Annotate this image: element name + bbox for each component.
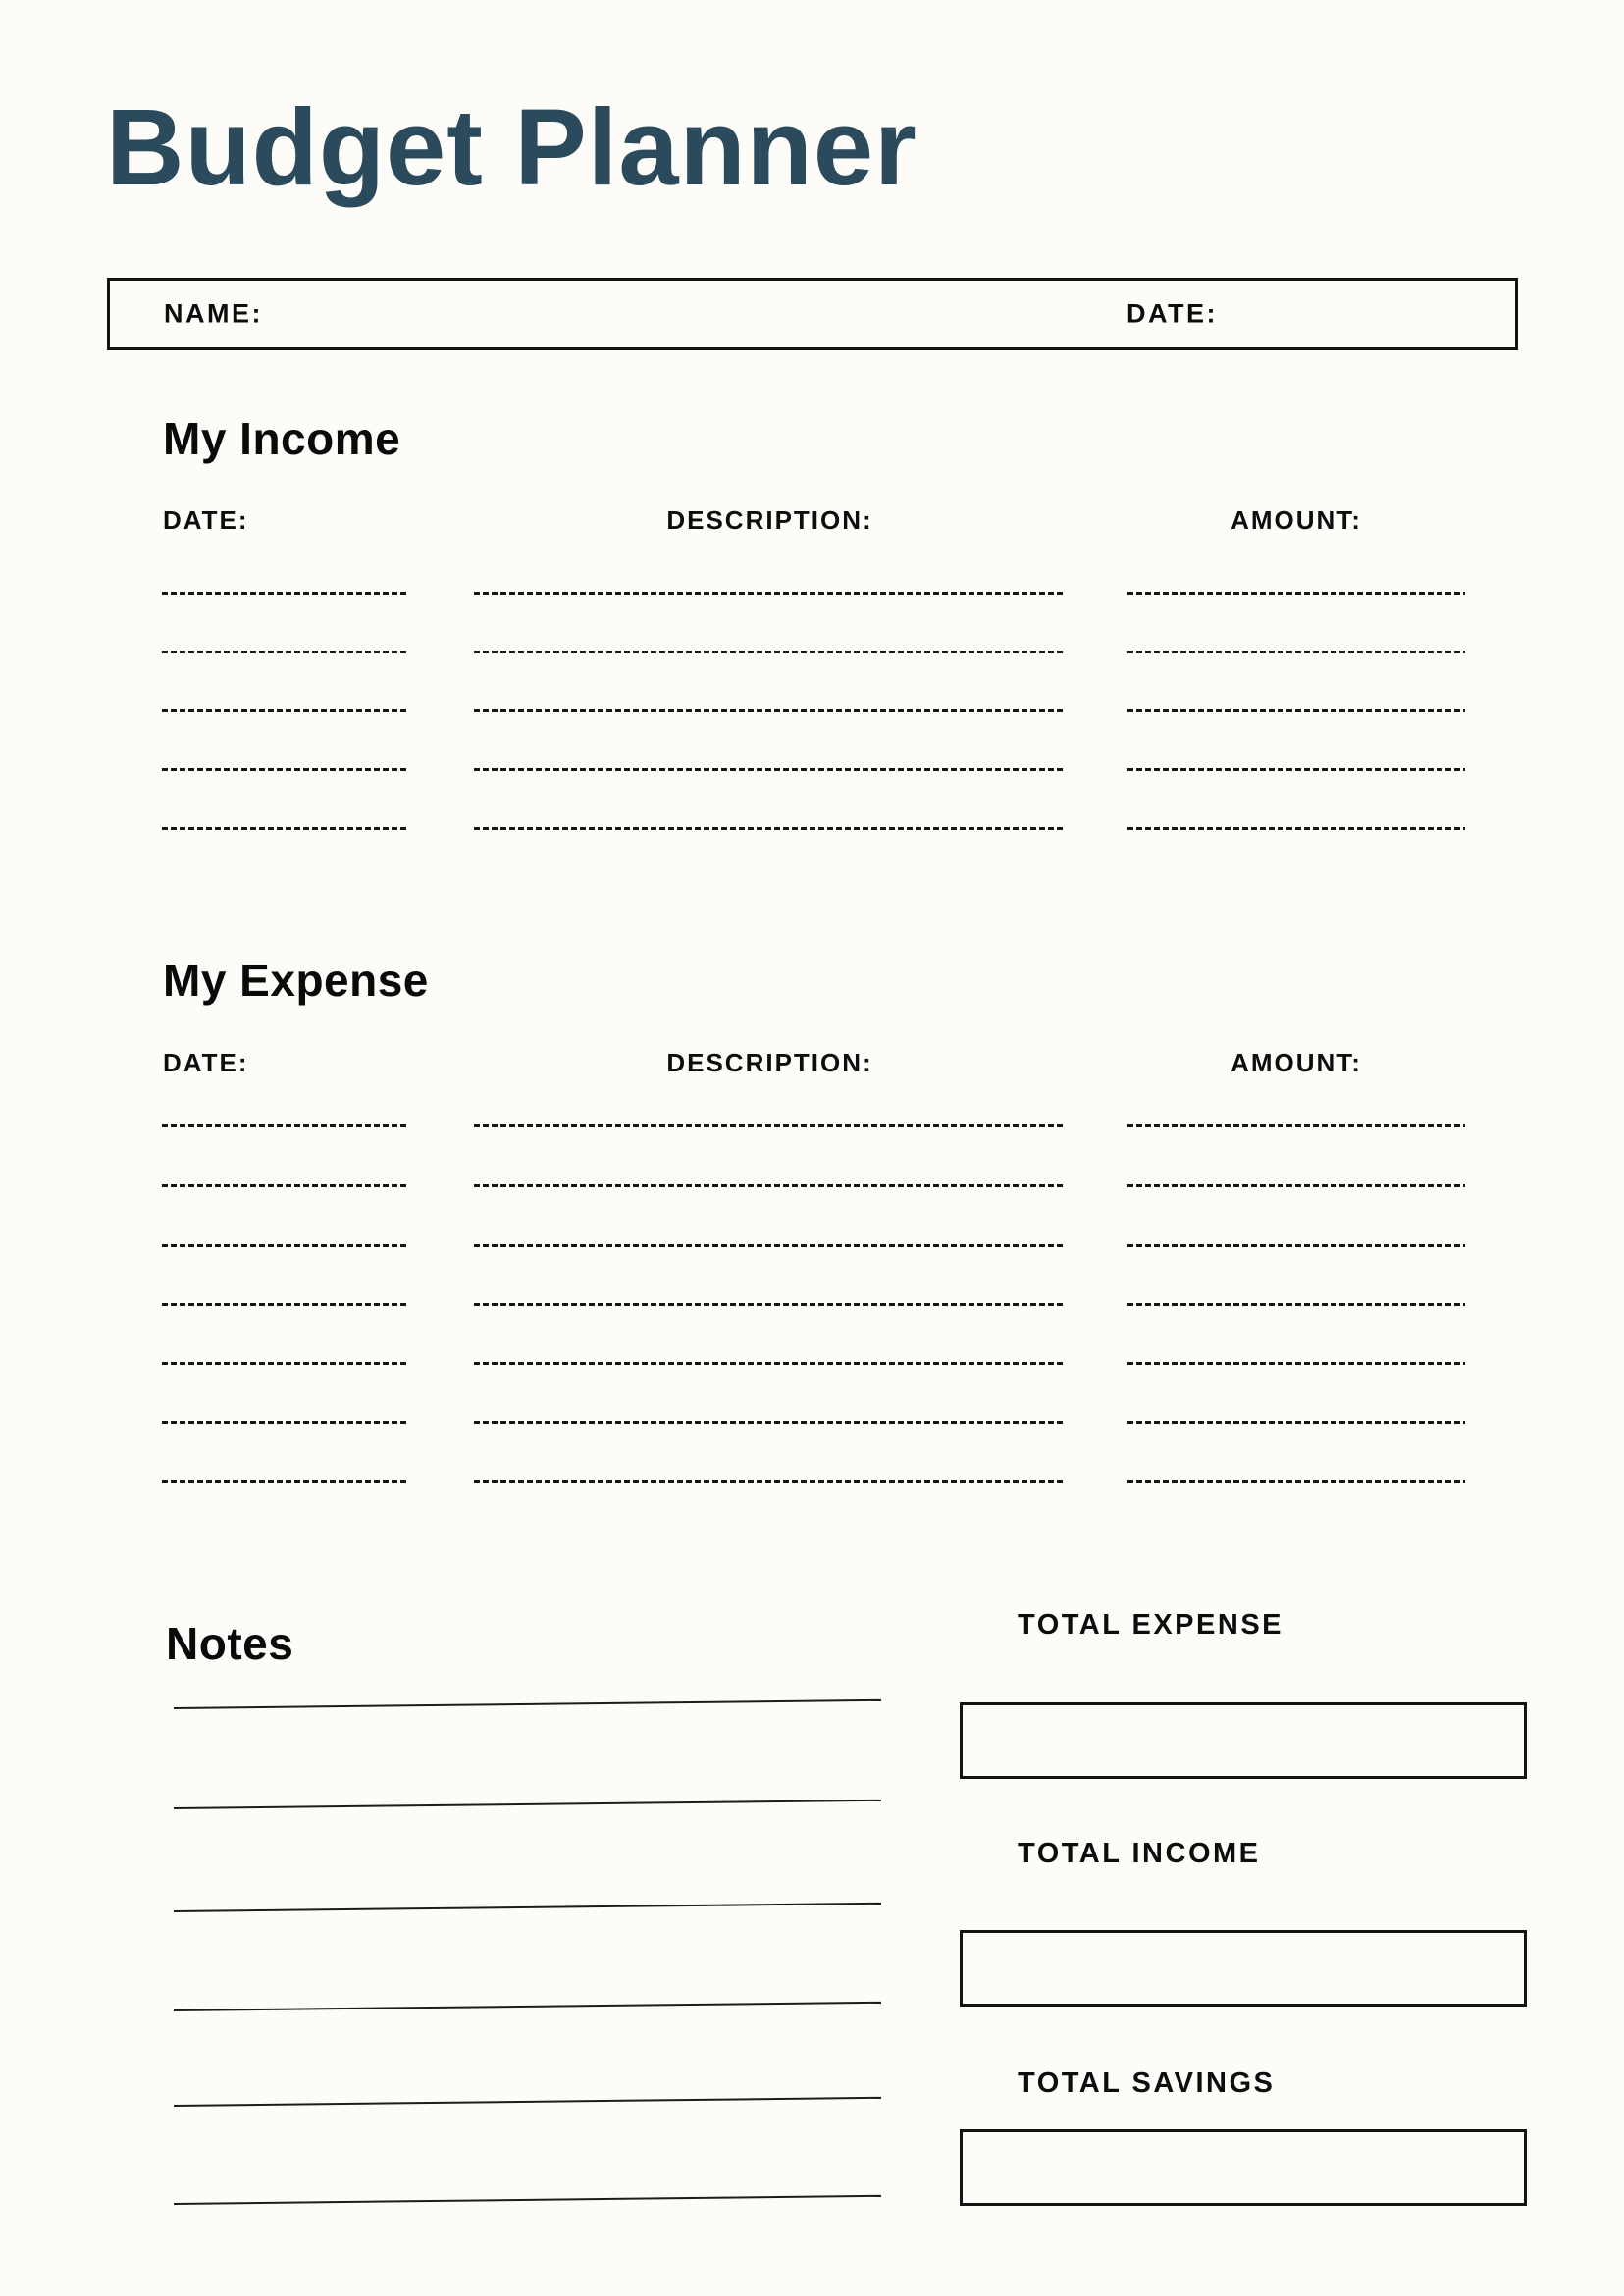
total-income-value-box[interactable] [960, 1930, 1527, 2007]
notes-line-3[interactable] [174, 1903, 881, 1912]
income-row-1-amount-line[interactable] [1127, 592, 1465, 595]
notes-line-1[interactable] [174, 1699, 881, 1709]
expense-amount-column-header: AMOUNT: [1231, 1048, 1362, 1077]
expense-row-2-amount-line[interactable] [1127, 1184, 1465, 1187]
expense-row-1-description-line[interactable] [474, 1124, 1066, 1127]
income-row-5-description-line[interactable] [474, 827, 1066, 830]
expense-row-1-date-line[interactable] [162, 1124, 407, 1127]
income-date-column-header: DATE: [163, 505, 249, 535]
expense-row-3-description-line[interactable] [474, 1244, 1066, 1247]
income-row-1-date-line[interactable] [162, 592, 407, 595]
name-date-box [107, 278, 1518, 350]
expense-date-column-header: DATE: [163, 1048, 249, 1077]
total-expense-label: TOTAL EXPENSE [1018, 1609, 1283, 1641]
income-row-3-amount-line[interactable] [1127, 709, 1465, 712]
expense-row-1-amount-line[interactable] [1127, 1124, 1465, 1127]
total-savings-value-box[interactable] [960, 2129, 1527, 2206]
total-expense-value-box[interactable] [960, 1702, 1527, 1779]
name-input-area[interactable] [336, 281, 1081, 347]
total-savings-label: TOTAL SAVINGS [1018, 2067, 1276, 2099]
income-row-2-date-line[interactable] [162, 651, 407, 653]
expense-row-7-date-line[interactable] [162, 1480, 407, 1483]
notes-line-4[interactable] [174, 2002, 881, 2011]
income-heading: My Income [163, 413, 401, 464]
expense-row-2-date-line[interactable] [162, 1184, 407, 1187]
expense-row-7-amount-line[interactable] [1127, 1480, 1465, 1483]
page-title: Budget Planner [106, 87, 917, 208]
notes-line-6[interactable] [174, 2195, 881, 2205]
date-input-area[interactable] [1287, 281, 1513, 347]
name-label: NAME: [164, 298, 263, 329]
income-description-column-header: DESCRIPTION: [666, 505, 873, 535]
expense-row-4-date-line[interactable] [162, 1303, 407, 1306]
expense-row-3-amount-line[interactable] [1127, 1244, 1465, 1247]
expense-row-7-description-line[interactable] [474, 1480, 1066, 1483]
total-income-label: TOTAL INCOME [1018, 1838, 1261, 1869]
date-label: DATE: [1126, 298, 1218, 329]
income-row-1-description-line[interactable] [474, 592, 1066, 595]
notes-heading: Notes [166, 1618, 294, 1669]
expense-row-5-date-line[interactable] [162, 1362, 407, 1365]
expense-row-5-description-line[interactable] [474, 1362, 1066, 1365]
expense-row-4-amount-line[interactable] [1127, 1303, 1465, 1306]
notes-line-2[interactable] [174, 1800, 881, 1809]
income-amount-column-header: AMOUNT: [1231, 505, 1362, 535]
notes-line-5[interactable] [174, 2097, 881, 2107]
income-row-3-date-line[interactable] [162, 709, 407, 712]
expense-heading: My Expense [163, 955, 429, 1006]
expense-row-4-description-line[interactable] [474, 1303, 1066, 1306]
expense-description-column-header: DESCRIPTION: [666, 1048, 873, 1077]
expense-row-3-date-line[interactable] [162, 1244, 407, 1247]
income-row-2-amount-line[interactable] [1127, 651, 1465, 653]
income-row-4-description-line[interactable] [474, 768, 1066, 771]
income-row-2-description-line[interactable] [474, 651, 1066, 653]
expense-row-6-date-line[interactable] [162, 1421, 407, 1424]
income-row-4-amount-line[interactable] [1127, 768, 1465, 771]
expense-row-6-description-line[interactable] [474, 1421, 1066, 1424]
income-row-5-date-line[interactable] [162, 827, 407, 830]
expense-row-5-amount-line[interactable] [1127, 1362, 1465, 1365]
income-row-3-description-line[interactable] [474, 709, 1066, 712]
income-row-4-date-line[interactable] [162, 768, 407, 771]
expense-row-2-description-line[interactable] [474, 1184, 1066, 1187]
income-row-5-amount-line[interactable] [1127, 827, 1465, 830]
expense-row-6-amount-line[interactable] [1127, 1421, 1465, 1424]
